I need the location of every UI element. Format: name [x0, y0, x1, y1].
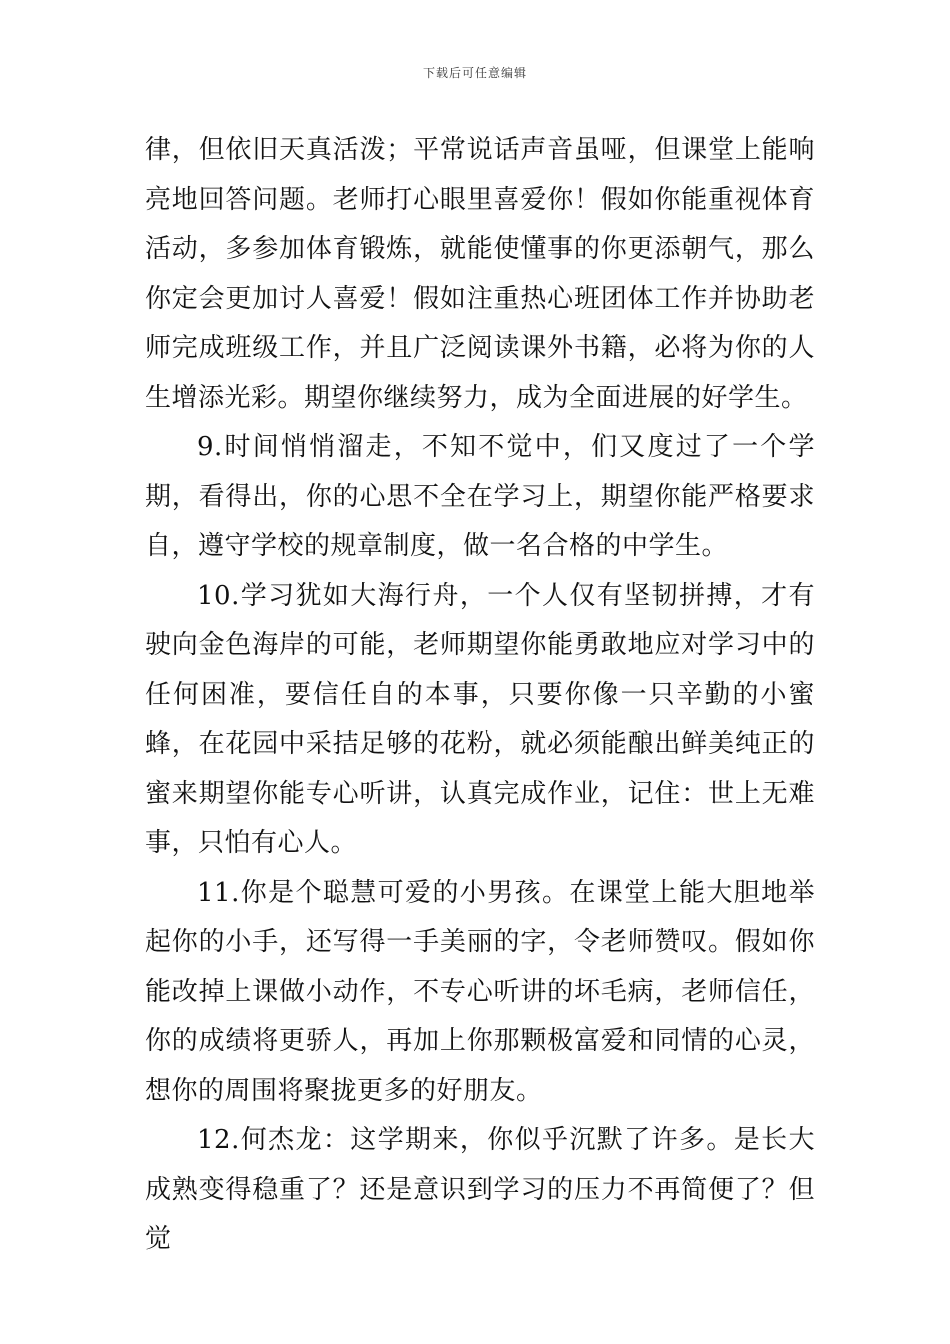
document-body	[145, 126, 815, 1265]
paragraph-12: 12.何杰龙：这学期来，你似乎沉默了许多。是长大成熟变得稳重了？还是意识到学习的压力不再简便了？但觉	[145, 1125, 815, 1254]
paragraph-11: 11.你是个聪慧可爱的小男孩。在课堂上能大胆地举起你的小手，还写得一手美丽的字，令老师赞叹。假如你能改掉上课做小动作，不专心听讲的坏毛病，老师信任，你的成绩将更骄人，再加上你那颗极富爱和同情的心灵，想你的周围将聚拢更多的好朋友。	[145, 877, 815, 1106]
paragraph-9: 9.时间悄悄溜走，不知不觉中，们又度过了一个学期，看得出，你的心思不全在学习上，期望你能严格要求自，遵守学校的规章制度，做一名合格的中学生。	[145, 432, 815, 561]
paragraph-continued: 律，但依旧天真活泼；平常说话声音虽哑，但课堂上能响亮地回答问题。老师打心眼里喜爱你！假如你能重视体育活动，多参加体育锻炼，就能使懂事的你更添朝气，那么你定会更加讨人喜爱！假如注重热心班团体工作并协助老师完成班级工作，并且广泛阅读课外书籍，必将为你的人生增添光彩。期望你继续努力，成为全面进展的好学生。	[145, 135, 815, 413]
header-note: 下载后可任意编辑	[422, 66, 527, 80]
paragraph-10: 10.学习犹如大海行舟，一个人仅有坚韧拼搏，才有驶向金色海岸的可能，老师期望你能勇敢地应对学习中的任何困准，要信任自的本事，只要你像一只辛勤的小蜜蜂，在花园中采拮足够的花粉，就必须能酿出鲜美纯正的蜜来期望你能专心听讲，认真完成作业，记住：世上无难事，只怕有心人。	[145, 580, 815, 858]
